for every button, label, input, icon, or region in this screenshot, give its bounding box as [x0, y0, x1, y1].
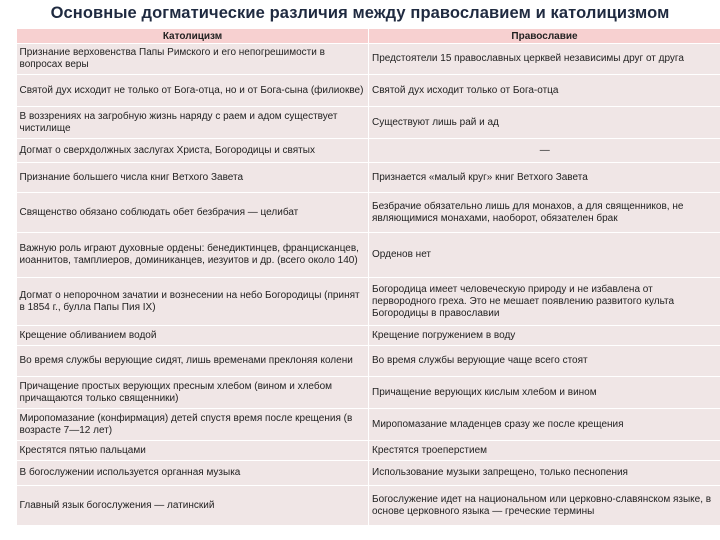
- catholic-cell: Признание верховенства Папы Римского и его непогрешимости в вопросах веры: [17, 44, 369, 75]
- orthodox-cell: Предстоятели 15 православных церквей независимы друг от друга: [369, 44, 720, 75]
- table-row: [17, 486, 720, 526]
- table-row: [17, 278, 720, 326]
- orthodox-cell: Существуют лишь рай и ад: [369, 107, 720, 139]
- table-row: [17, 441, 720, 461]
- orthodox-cell: —: [369, 139, 720, 163]
- catholic-cell: В богослужении используется органная музыка: [17, 461, 369, 486]
- catholic-cell: Во время службы верующие сидят, лишь временами преклоняя колени: [17, 346, 369, 377]
- orthodox-cell: Причащение верующих кислым хлебом и вином: [369, 377, 720, 409]
- catholic-cell: Крестятся пятью пальцами: [17, 441, 369, 461]
- orthodox-cell: Миропомазание младенцев сразу же после крещения: [369, 409, 720, 441]
- orthodox-cell: Богородица имеет человеческую природу и не избавлена от первородного греха. Это не мешает появлению развитого культа Богородицы в православии: [369, 278, 720, 326]
- table-row: [17, 193, 720, 233]
- orthodox-cell: Святой дух исходит только от Бога-отца: [369, 75, 720, 107]
- header-catholicism: Католицизм: [17, 29, 369, 44]
- orthodox-cell: Крестятся троеперстием: [369, 441, 720, 461]
- table-row: [17, 461, 720, 486]
- catholic-cell: Догмат о сверхдолжных заслугах Христа, Богородицы и святых: [17, 139, 369, 163]
- table-row: [17, 377, 720, 409]
- orthodox-cell: Признается «малый круг» книг Ветхого Завета: [369, 163, 720, 193]
- orthodox-cell: Крещение погружением в воду: [369, 326, 720, 346]
- page-title: Основные догматические различия между православием и католицизмом: [50, 4, 670, 22]
- table-row: [17, 139, 720, 163]
- table-row: [17, 44, 720, 75]
- orthodox-cell: Безбрачие обязательно лишь для монахов, а для священников, не являющимися монахами, наоборот, обязателен брак: [369, 193, 720, 233]
- header-orthodoxy: Православие: [369, 29, 720, 44]
- catholic-cell: Святой дух исходит не только от Бога-отца, но и от Бога-сына (филиокве): [17, 75, 369, 107]
- comparison-table: [16, 28, 720, 526]
- catholic-cell: Крещение обливанием водой: [17, 326, 369, 346]
- catholic-cell: В воззрениях на загробную жизнь наряду с раем и адом существует чистилище: [17, 107, 369, 139]
- catholic-cell: Миропомазание (конфирмация) детей спустя время после крещения (в возрасте 7—12 лет): [17, 409, 369, 441]
- catholic-cell: Догмат о непорочном зачатии и вознесении на небо Богородицы (принят в 1854 г., булла Папы Пия IX): [17, 278, 369, 326]
- table-row: [17, 346, 720, 377]
- table-row: [17, 75, 720, 107]
- table-header-row: [17, 29, 720, 44]
- table-row: [17, 107, 720, 139]
- orthodox-cell: Во время службы верующие чаще всего стоят: [369, 346, 720, 377]
- table-row: [17, 326, 720, 346]
- catholic-cell: Причащение простых верующих пресным хлебом (вином и хлебом причащаются только священники): [17, 377, 369, 409]
- table-row: [17, 163, 720, 193]
- catholic-cell: Главный язык богослужения — латинский: [17, 486, 369, 526]
- orthodox-cell: Богослужение идет на национальном или церковно-славянском языке, в основе церковного языка — греческие термины: [369, 486, 720, 526]
- table-row: [17, 409, 720, 441]
- catholic-cell: Священство обязано соблюдать обет безбрачия — целибат: [17, 193, 369, 233]
- table-row: [17, 233, 720, 278]
- catholic-cell: Признание большего числа книг Ветхого Завета: [17, 163, 369, 193]
- orthodox-cell: Орденов нет: [369, 233, 720, 278]
- catholic-cell: Важную роль играют духовные ордены: бенедиктинцев, францисканцев, иоаннитов, тамплиеров, доминиканцев, иезуитов и др. (всего около 140): [17, 233, 369, 278]
- orthodox-cell: Использование музыки запрещено, только песнопения: [369, 461, 720, 486]
